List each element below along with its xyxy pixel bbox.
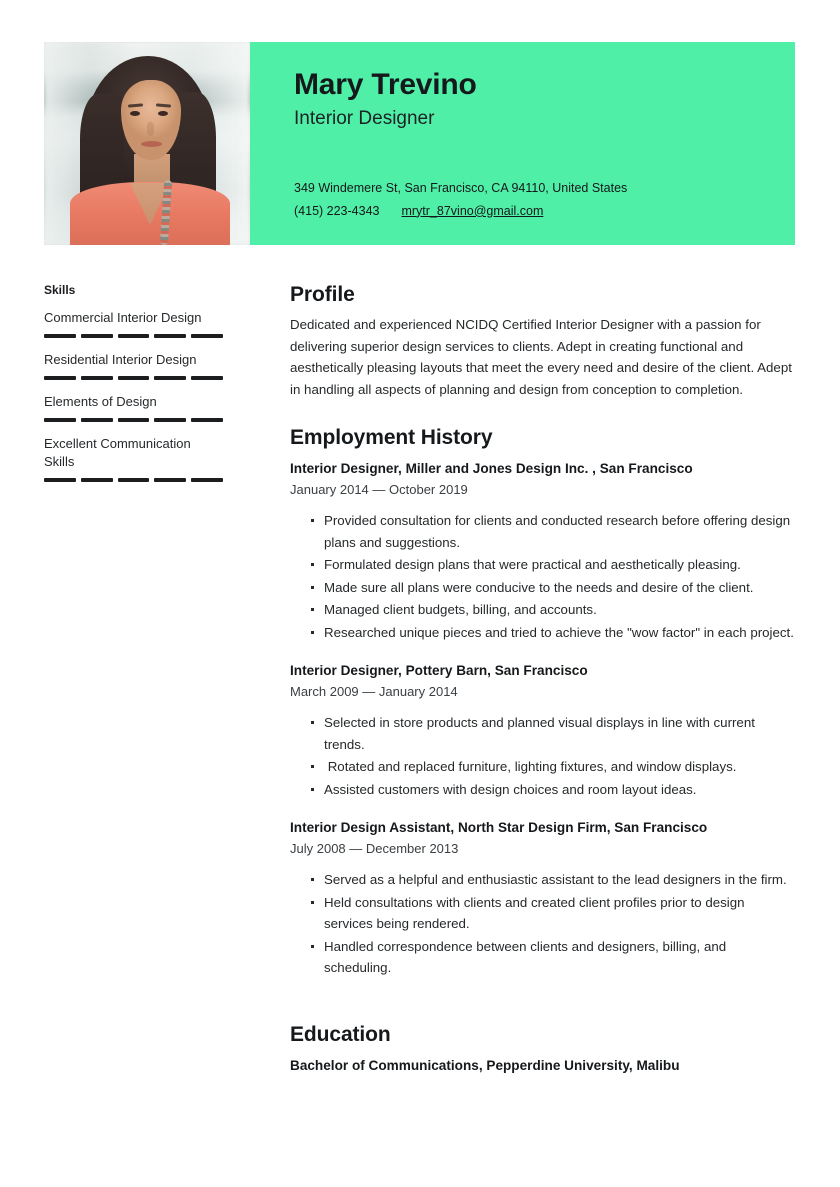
skill-rating-segment <box>44 478 76 482</box>
education-heading: Education <box>290 1022 391 1046</box>
employment-dates: January 2014 — October 2019 <box>290 482 468 498</box>
skill-rating-segment <box>118 334 150 338</box>
employment-title: Interior Designer, Pottery Barn, San Francisco <box>290 663 588 679</box>
duty-item: Selected in store products and planned visual displays in line with current trends. <box>324 712 795 755</box>
skill-rating-bar <box>44 334 223 338</box>
skill-rating-segment <box>191 418 223 422</box>
skills-sidebar <box>44 283 224 495</box>
portrait-photo <box>44 42 250 245</box>
contact-email[interactable]: mrytr_87vino@gmail.com <box>401 203 544 218</box>
education-entry: Bachelor of Communications, Pepperdine University, Malibu <box>290 1057 680 1073</box>
employment-entry <box>290 459 795 643</box>
profile-text: Dedicated and experienced NCIDQ Certified Interior Designer with a passion for delivering superior design services to clients. Adept in creating functional and aesthetically pleasing layouts that meet the every need and desire of the client. Adept in handling all aspects of planning and design from conception to completion. <box>290 317 792 397</box>
duty-item: Managed client budgets, billing, and accounts. <box>324 599 795 621</box>
duty-item: Formulated design plans that were practical and aesthetically pleasing. <box>324 554 795 576</box>
education-list <box>290 1056 795 1075</box>
skill-label: Commercial Interior Design <box>44 310 202 325</box>
contact-line-two <box>294 200 627 223</box>
skill-item <box>44 393 224 422</box>
skill-label: Elements of Design <box>44 393 157 409</box>
candidate-job-title: Interior Designer <box>294 107 435 129</box>
mouth-shape <box>141 141 162 147</box>
duty-item: Assisted customers with design choices and room layout ideas. <box>324 779 795 801</box>
skill-rating-segment <box>81 418 113 422</box>
skill-rating-segment <box>118 376 150 380</box>
resume-header <box>44 42 795 245</box>
employment-dates: July 2008 — December 2013 <box>290 841 459 857</box>
spacer <box>290 997 795 1023</box>
duty-item: Held consultations with clients and created client profiles prior to design services being rendered. <box>324 892 795 935</box>
skill-rating-segment <box>44 418 76 422</box>
duty-item: Made sure all plans were conducive to the needs and desire of the client. <box>324 577 795 599</box>
skill-rating-segment <box>191 334 223 338</box>
duty-item: Rotated and replaced furniture, lighting fixtures, and window displays. <box>324 756 795 778</box>
profile-heading: Profile <box>290 283 355 306</box>
eye-left <box>130 111 140 116</box>
skill-rating-segment <box>44 376 76 380</box>
skill-rating-bar <box>44 478 223 482</box>
employment-duties <box>290 712 795 800</box>
header-banner <box>250 42 795 245</box>
employment-title: Interior Design Assistant, North Star Design Firm, San Francisco <box>290 820 708 836</box>
skill-rating-segment <box>191 478 223 482</box>
duty-item: Handled correspondence between clients and designers, billing, and scheduling. <box>324 936 795 979</box>
skill-item <box>44 351 224 380</box>
resume-main-column <box>290 283 795 1075</box>
skill-item <box>44 309 224 338</box>
skill-label: Excellent Communication Skills <box>44 435 191 470</box>
skill-rating-segment <box>81 478 113 482</box>
employment-duties <box>290 510 795 643</box>
eye-right <box>158 111 168 116</box>
employment-list <box>290 459 795 979</box>
skill-rating-segment <box>81 376 113 380</box>
skill-rating-segment <box>118 418 150 422</box>
employment-heading: Employment History <box>290 426 493 450</box>
skill-rating-segment <box>118 478 150 482</box>
employment-entry <box>290 661 795 800</box>
employment-entry <box>290 818 795 979</box>
skill-rating-segment <box>154 418 186 422</box>
skill-rating-bar <box>44 418 223 422</box>
employment-duties <box>290 869 795 979</box>
skill-item <box>44 435 224 483</box>
skills-list <box>44 309 224 482</box>
contact-address: 349 Windemere St, San Francisco, CA 94110, United States <box>294 180 628 195</box>
skills-heading: Skills <box>44 283 76 297</box>
employment-dates: March 2009 — January 2014 <box>290 684 458 700</box>
duty-item: Provided consultation for clients and conducted research before offering design plans and suggestions. <box>324 510 795 553</box>
employment-title: Interior Designer, Miller and Jones Design Inc. , San Francisco <box>290 461 693 477</box>
skill-rating-bar <box>44 376 223 380</box>
duty-item: Served as a helpful and enthusiastic assistant to the lead designers in the firm. <box>324 869 795 891</box>
candidate-name: Mary Trevino <box>294 68 477 101</box>
skill-rating-segment <box>154 478 186 482</box>
skill-rating-segment <box>154 376 186 380</box>
skill-rating-segment <box>81 334 113 338</box>
skill-rating-segment <box>154 334 186 338</box>
skill-label: Residential Interior Design <box>44 351 197 367</box>
contact-block <box>294 177 627 223</box>
nose-shape <box>147 122 154 136</box>
duty-item: Researched unique pieces and tried to achieve the "wow factor" in each project. <box>324 622 795 644</box>
spacer <box>290 400 795 426</box>
skill-rating-segment <box>44 334 76 338</box>
contact-phone: (415) 223-4343 <box>294 203 380 218</box>
skill-rating-segment <box>191 376 223 380</box>
